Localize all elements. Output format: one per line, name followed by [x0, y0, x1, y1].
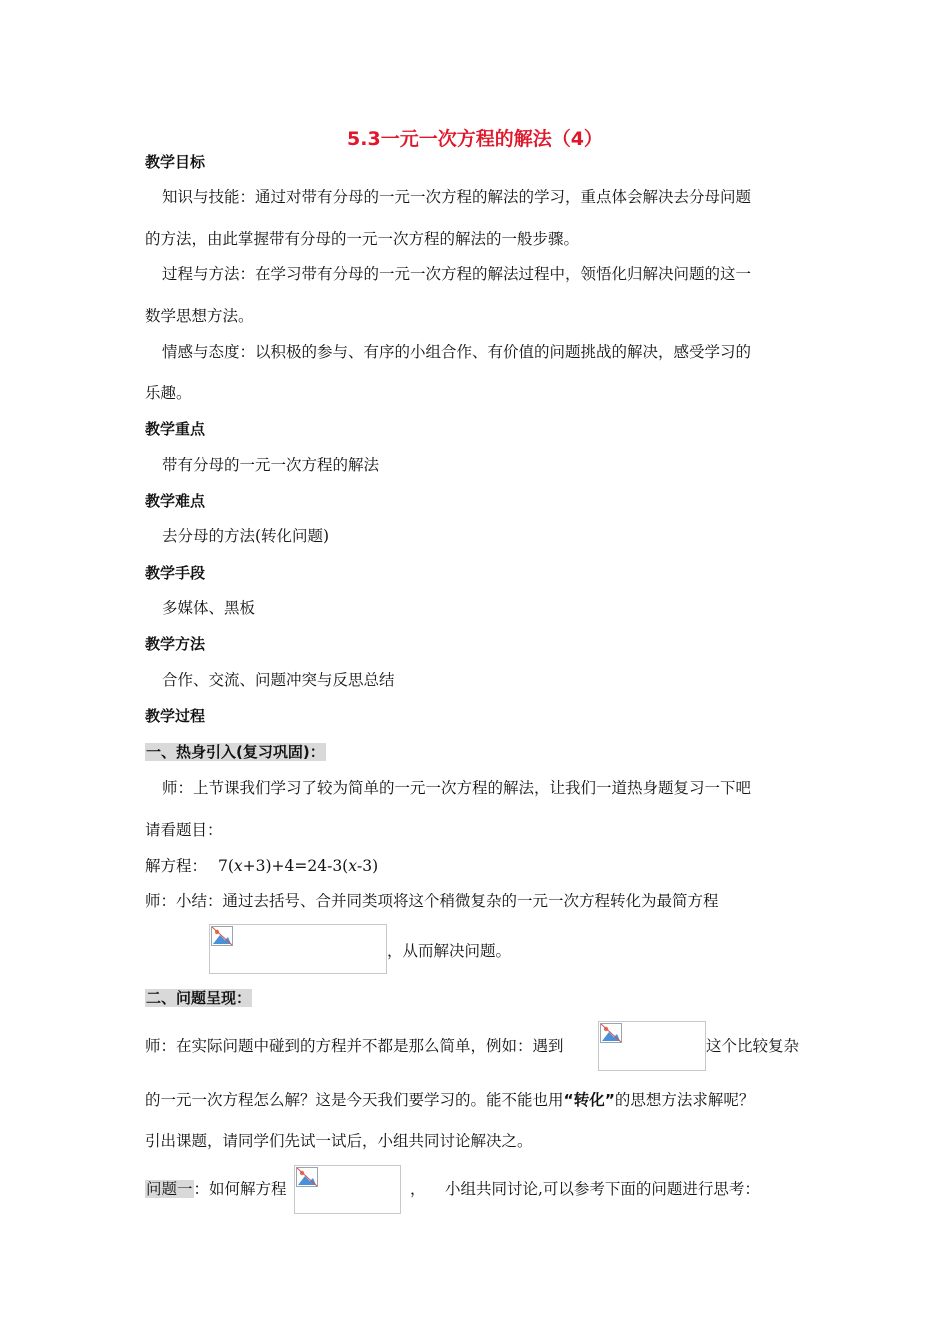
objective-process-line2: 数学思想方法。 — [145, 307, 254, 325]
part2-line2 — [145, 1089, 754, 1111]
equation-var-x2: x — [348, 857, 357, 875]
objective-emotion-line2: 乐趣。 — [145, 384, 192, 402]
part2-line1b: 这个比较复杂 — [706, 1037, 800, 1055]
equation-prefix: 解方程： — [145, 857, 208, 875]
objective-knowledge-line1: 知识与技能：通过对带有分母的一元一次方程的解法的学习，重点体会解决去分母问题 — [162, 188, 752, 206]
broken-image-icon — [598, 1021, 706, 1071]
equation-part1: 7( — [217, 857, 234, 875]
objectives-heading: 教学目标 — [145, 153, 206, 171]
question1-text-c: 小组共同讨论,可以参考下面的问题进行思考： — [445, 1180, 760, 1198]
part1-heading — [145, 741, 326, 763]
objective-knowledge-line2: 的方法，由此掌握带有分母的一元一次方程的解法的一般步骤。 — [145, 230, 580, 248]
transform-keyword: 转化 — [573, 1091, 605, 1109]
key-points-heading: 教学重点 — [145, 420, 206, 438]
objective-emotion-line1: 情感与态度：以积极的参与、有序的小组合作、有价值的问题挑战的解决，感受学习的 — [162, 343, 752, 361]
equation-var-x1: x — [233, 857, 243, 875]
process-heading: 教学过程 — [145, 707, 206, 725]
difficulty-heading: 教学难点 — [145, 492, 206, 510]
part1-line1: 师：上节课我们学习了较为简单的一元一次方程的解法，让我们一道热身题复习一下吧 — [162, 779, 752, 797]
part1-line2: 请看题目： — [145, 821, 223, 839]
part2-line1a: 师：在实际问题中碰到的方程并不都是那么简单，例如：遇到 — [145, 1037, 564, 1055]
page-title: 5.3一元一次方程的解法（4） — [347, 128, 603, 150]
broken-image-icon — [209, 924, 387, 974]
means-text: 多媒体、黑板 — [162, 599, 256, 617]
part2-line2a: 的一元一次方程怎么解？这是今天我们要学习的。能不能也用 — [145, 1091, 564, 1109]
key-points-text: 带有分母的一元一次方程的解法 — [162, 456, 380, 474]
broken-image-icon — [294, 1165, 401, 1214]
equation-part2: +3)+4=24-3( — [242, 857, 349, 875]
quote-close: ” — [604, 1091, 615, 1109]
part2-heading-text: 二、问题呈现： — [146, 989, 252, 1007]
question1-label: 问题一 — [146, 1180, 193, 1198]
equation-line — [145, 855, 378, 877]
quote-open: “ — [563, 1091, 574, 1109]
means-heading: 教学手段 — [145, 564, 206, 582]
equation-part3: -3) — [356, 857, 379, 875]
method-text: 合作、交流、问题冲突与反思总结 — [162, 671, 395, 689]
question1-line — [145, 1178, 287, 1200]
part2-heading — [145, 987, 252, 1009]
difficulty-text: 去分母的方法(转化问题) — [162, 527, 330, 545]
question1-text-b: ， — [410, 1180, 426, 1198]
objective-process-line1: 过程与方法：在学习带有分母的一元一次方程的解法过程中，领悟化归解决问题的这一 — [162, 265, 752, 283]
part2-line2b: 的思想方法求解呢？ — [614, 1091, 755, 1109]
question1-text-a: ：如何解方程 — [193, 1180, 287, 1198]
summary-line2: ，从而解决问题。 — [387, 942, 512, 960]
part2-line3: 引出课题，请同学们先试一试后，小组共同讨论解决之。 — [145, 1132, 533, 1150]
method-heading: 教学方法 — [145, 635, 206, 653]
summary-line1: 师：小结：通过去括号、合并同类项将这个稍微复杂的一元一次方程转化为最简方程 — [145, 892, 719, 910]
part1-heading-text: 一、热身引入(复习巩固)： — [146, 743, 325, 761]
